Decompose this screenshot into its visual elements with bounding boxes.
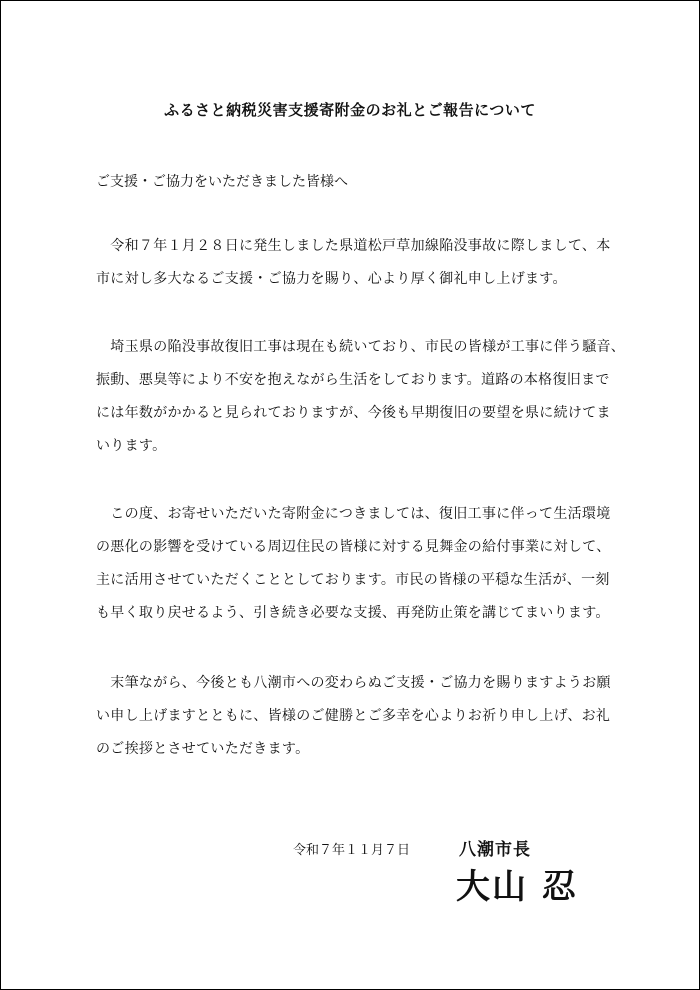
signature-title: 八潮市長 <box>459 840 531 860</box>
paragraph-line: 埼玉県の陥没事故復旧工事は現在も続いており、市民の皆様が工事に伴う騒音、 <box>96 339 626 355</box>
paragraph-line: も早く取り戻せるよう、引き続き必要な支援、再発防止策を講じてまいります。 <box>96 605 610 621</box>
paragraph-line: いります。 <box>96 438 167 454</box>
paragraph-2 <box>96 331 626 463</box>
paragraph-line: 振動、悪臭等により不安を抱えながら生活をしております。道路の本格復旧まで <box>96 372 610 388</box>
paragraph-line: この度、お寄せいただいた寄附金につきましては、復旧工事に伴って生活環境 <box>96 506 611 522</box>
paragraph-4 <box>96 667 616 766</box>
salutation: ご支援・ご協力をいただきました皆様へ <box>96 174 348 190</box>
paragraph-line: の悪化の影響を受けている周辺住民の皆様に対する見舞金の給付事業に対して、 <box>96 539 611 555</box>
paragraph-line: のご挨拶とさせていただきます。 <box>96 741 310 757</box>
paragraph-line: 主に活用させていただくこととしております。市民の皆様の平穏な生活が、一刻 <box>96 572 610 588</box>
paragraph-line: 令和７年１月２８日に発生しました県道松戸草加線陥没事故に際しまして、本 <box>96 238 611 254</box>
paragraph-line: い申し上げますとともに、皆様のご健勝とご多幸を心よりお祈り申し上げ、お礼 <box>96 708 611 724</box>
letter-title: ふるさと納税災害支援寄附金のお礼とご報告について <box>164 101 536 119</box>
paragraph-line: には年数がかかると見られておりますが、今後も早期復旧の要望を県に続けてま <box>96 405 611 421</box>
signature-name: 大山 忍 <box>456 867 578 907</box>
paragraph-3 <box>96 498 616 630</box>
paragraph-1 <box>96 230 616 296</box>
letter-date: 令和７年１１月７日 <box>293 843 411 858</box>
paragraph-line: 末筆ながら、今後とも八潮市への変わらぬご支援・ご協力を賜りますようお願 <box>96 675 611 691</box>
paragraph-line: 市に対し多大なるご支援・ご協力を賜り、心より厚く御礼申し上げます。 <box>96 271 567 287</box>
